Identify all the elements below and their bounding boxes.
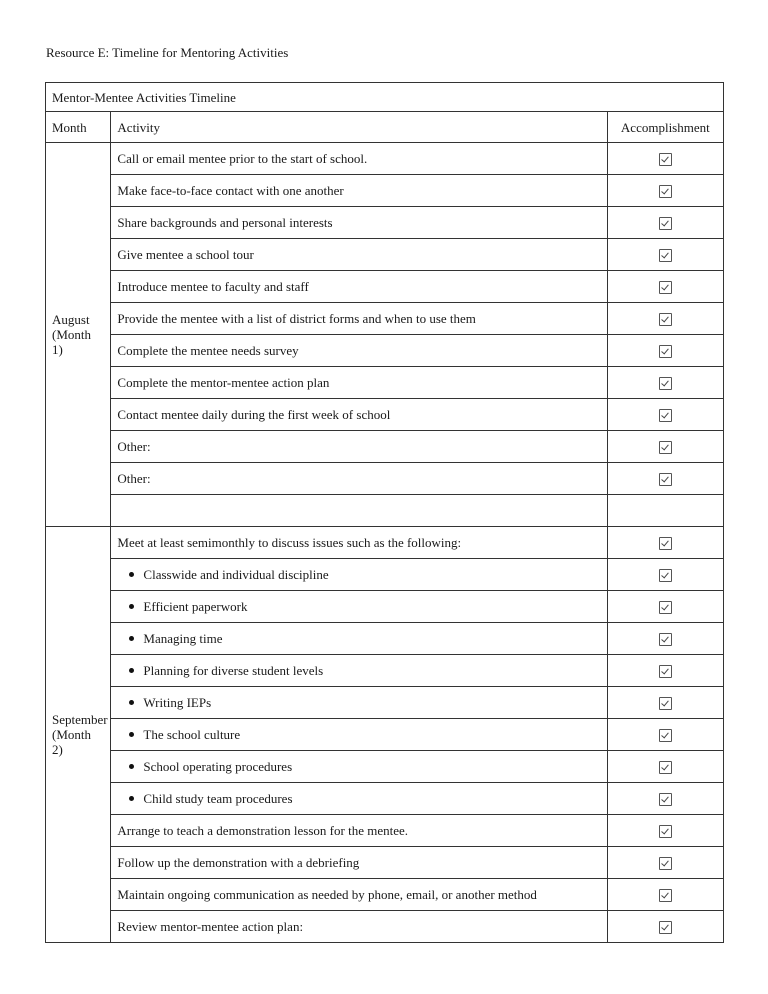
activity-cell	[111, 175, 607, 207]
checkbox-checked-icon[interactable]	[659, 793, 672, 806]
accomplishment-cell	[607, 559, 723, 591]
table-row	[46, 175, 724, 207]
activity-text: Share backgrounds and personal interests	[117, 215, 333, 230]
checkbox-checked-icon[interactable]	[659, 537, 672, 550]
header-accomplishment: Accomplishment	[607, 112, 723, 143]
accomplishment-cell	[607, 495, 723, 527]
activity-cell	[111, 655, 607, 687]
activity-text: Review mentor-mentee action plan:	[117, 919, 304, 934]
accomplishment-cell	[607, 335, 723, 367]
checkbox-checked-icon[interactable]	[659, 473, 672, 486]
activity-text: Child study team procedures	[143, 791, 293, 806]
activity-text: Classwide and individual discipline	[143, 567, 329, 582]
activity-text: Complete the mentor-mentee action plan	[117, 375, 330, 390]
checkbox-checked-icon[interactable]	[659, 217, 672, 230]
activity-text: The school culture	[143, 727, 241, 742]
table-row	[46, 271, 724, 303]
activity-cell	[111, 623, 607, 655]
activity-cell	[111, 207, 607, 239]
activity-cell	[111, 559, 607, 591]
table-row	[46, 655, 724, 687]
table-header-row	[46, 112, 724, 143]
accomplishment-cell	[607, 847, 723, 879]
header-activity: Activity	[111, 112, 607, 143]
table-row	[46, 783, 724, 815]
checkbox-checked-icon[interactable]	[659, 825, 672, 838]
activity-text: Provide the mentee with a list of district forms and when to use them	[117, 311, 476, 326]
activity-cell	[111, 463, 607, 495]
accomplishment-cell	[607, 783, 723, 815]
accomplishment-cell	[607, 815, 723, 847]
table-row	[46, 143, 724, 175]
table-row	[46, 591, 724, 623]
activity-text: Give mentee a school tour	[117, 247, 254, 262]
table-row	[46, 431, 724, 463]
checkbox-checked-icon[interactable]	[659, 665, 672, 678]
header-month: Month	[46, 112, 111, 143]
activity-cell	[111, 367, 607, 399]
table-caption: Mentor-Mentee Activities Timeline	[46, 83, 724, 112]
activity-cell	[111, 911, 607, 943]
accomplishment-cell	[607, 303, 723, 335]
accomplishment-cell	[607, 751, 723, 783]
accomplishment-cell	[607, 207, 723, 239]
month-cell: September (Month 2)	[46, 527, 111, 943]
accomplishment-cell	[607, 687, 723, 719]
accomplishment-cell	[607, 399, 723, 431]
activity-text: Maintain ongoing communication as needed by phone, email, or another method	[117, 887, 537, 902]
activity-text: Call or email mentee prior to the start of school.	[117, 151, 368, 166]
checkbox-checked-icon[interactable]	[659, 153, 672, 166]
table-row	[46, 463, 724, 495]
table-row	[46, 335, 724, 367]
month-cell: August (Month 1)	[46, 143, 111, 527]
checkbox-checked-icon[interactable]	[659, 857, 672, 870]
accomplishment-cell	[607, 911, 723, 943]
table-row	[46, 367, 724, 399]
checkbox-checked-icon[interactable]	[659, 441, 672, 454]
activity-cell	[111, 495, 607, 527]
activity-text: Complete the mentee needs survey	[117, 343, 299, 358]
table-row	[46, 879, 724, 911]
checkbox-checked-icon[interactable]	[659, 761, 672, 774]
bullet-icon	[129, 796, 134, 801]
accomplishment-cell	[607, 431, 723, 463]
activity-cell	[111, 591, 607, 623]
table-row	[46, 399, 724, 431]
accomplishment-cell	[607, 463, 723, 495]
activity-text: Other:	[117, 439, 151, 454]
activity-cell	[111, 847, 607, 879]
activity-cell	[111, 879, 607, 911]
checkbox-checked-icon[interactable]	[659, 409, 672, 422]
table-row	[46, 911, 724, 943]
activity-text: Meet at least semimonthly to discuss issues such as the following:	[117, 535, 462, 550]
checkbox-checked-icon[interactable]	[659, 633, 672, 646]
activity-cell	[111, 303, 607, 335]
table-row	[46, 527, 724, 559]
checkbox-checked-icon[interactable]	[659, 249, 672, 262]
checkbox-checked-icon[interactable]	[659, 185, 672, 198]
bullet-icon	[129, 668, 134, 673]
activity-cell	[111, 239, 607, 271]
activity-cell	[111, 783, 607, 815]
checkbox-checked-icon[interactable]	[659, 345, 672, 358]
table-row	[46, 847, 724, 879]
activity-text: Managing time	[143, 631, 223, 646]
activity-cell	[111, 271, 607, 303]
table-row	[46, 495, 724, 527]
checkbox-checked-icon[interactable]	[659, 569, 672, 582]
activity-cell	[111, 527, 607, 559]
checkbox-checked-icon[interactable]	[659, 921, 672, 934]
checkbox-checked-icon[interactable]	[659, 889, 672, 902]
bullet-icon	[129, 572, 134, 577]
activity-text: Arrange to teach a demonstration lesson for the mentee.	[117, 823, 408, 838]
table-caption-row	[46, 83, 724, 112]
accomplishment-cell	[607, 623, 723, 655]
activity-text: Writing IEPs	[143, 695, 212, 710]
activity-text: Other:	[117, 471, 151, 486]
table-row	[46, 719, 724, 751]
activities-timeline-table	[45, 82, 724, 943]
activity-cell	[111, 815, 607, 847]
accomplishment-cell	[607, 591, 723, 623]
table-row	[46, 207, 724, 239]
bullet-icon	[129, 604, 134, 609]
activity-text: Contact mentee daily during the first week of school	[117, 407, 391, 422]
table-row	[46, 559, 724, 591]
accomplishment-cell	[607, 175, 723, 207]
activity-text: Efficient paperwork	[143, 599, 248, 614]
bullet-icon	[129, 764, 134, 769]
activity-cell	[111, 399, 607, 431]
activity-text: Make face-to-face contact with one another	[117, 183, 344, 198]
checkbox-checked-icon[interactable]	[659, 377, 672, 390]
bullet-icon	[129, 636, 134, 641]
accomplishment-cell	[607, 719, 723, 751]
table-row	[46, 239, 724, 271]
activity-cell	[111, 335, 607, 367]
document-title: Resource E: Timeline for Mentoring Activities	[46, 45, 289, 60]
activity-cell	[111, 143, 607, 175]
bullet-icon	[129, 732, 134, 737]
accomplishment-cell	[607, 655, 723, 687]
activity-cell	[111, 431, 607, 463]
activity-text: School operating procedures	[143, 759, 293, 774]
checkbox-checked-icon[interactable]	[659, 697, 672, 710]
activity-text: Introduce mentee to faculty and staff	[117, 279, 309, 294]
table-row	[46, 687, 724, 719]
checkbox-checked-icon[interactable]	[659, 601, 672, 614]
table-row	[46, 623, 724, 655]
activity-cell	[111, 719, 607, 751]
activity-cell	[111, 687, 607, 719]
checkbox-checked-icon[interactable]	[659, 281, 672, 294]
activity-cell	[111, 751, 607, 783]
accomplishment-cell	[607, 143, 723, 175]
activity-text: Planning for diverse student levels	[143, 663, 324, 678]
checkbox-checked-icon[interactable]	[659, 729, 672, 742]
table-row	[46, 815, 724, 847]
activity-text: Follow up the demonstration with a debriefing	[117, 855, 360, 870]
accomplishment-cell	[607, 271, 723, 303]
bullet-icon	[129, 700, 134, 705]
accomplishment-cell	[607, 239, 723, 271]
checkbox-checked-icon[interactable]	[659, 313, 672, 326]
table-row	[46, 303, 724, 335]
accomplishment-cell	[607, 527, 723, 559]
table-row	[46, 751, 724, 783]
accomplishment-cell	[607, 367, 723, 399]
accomplishment-cell	[607, 879, 723, 911]
